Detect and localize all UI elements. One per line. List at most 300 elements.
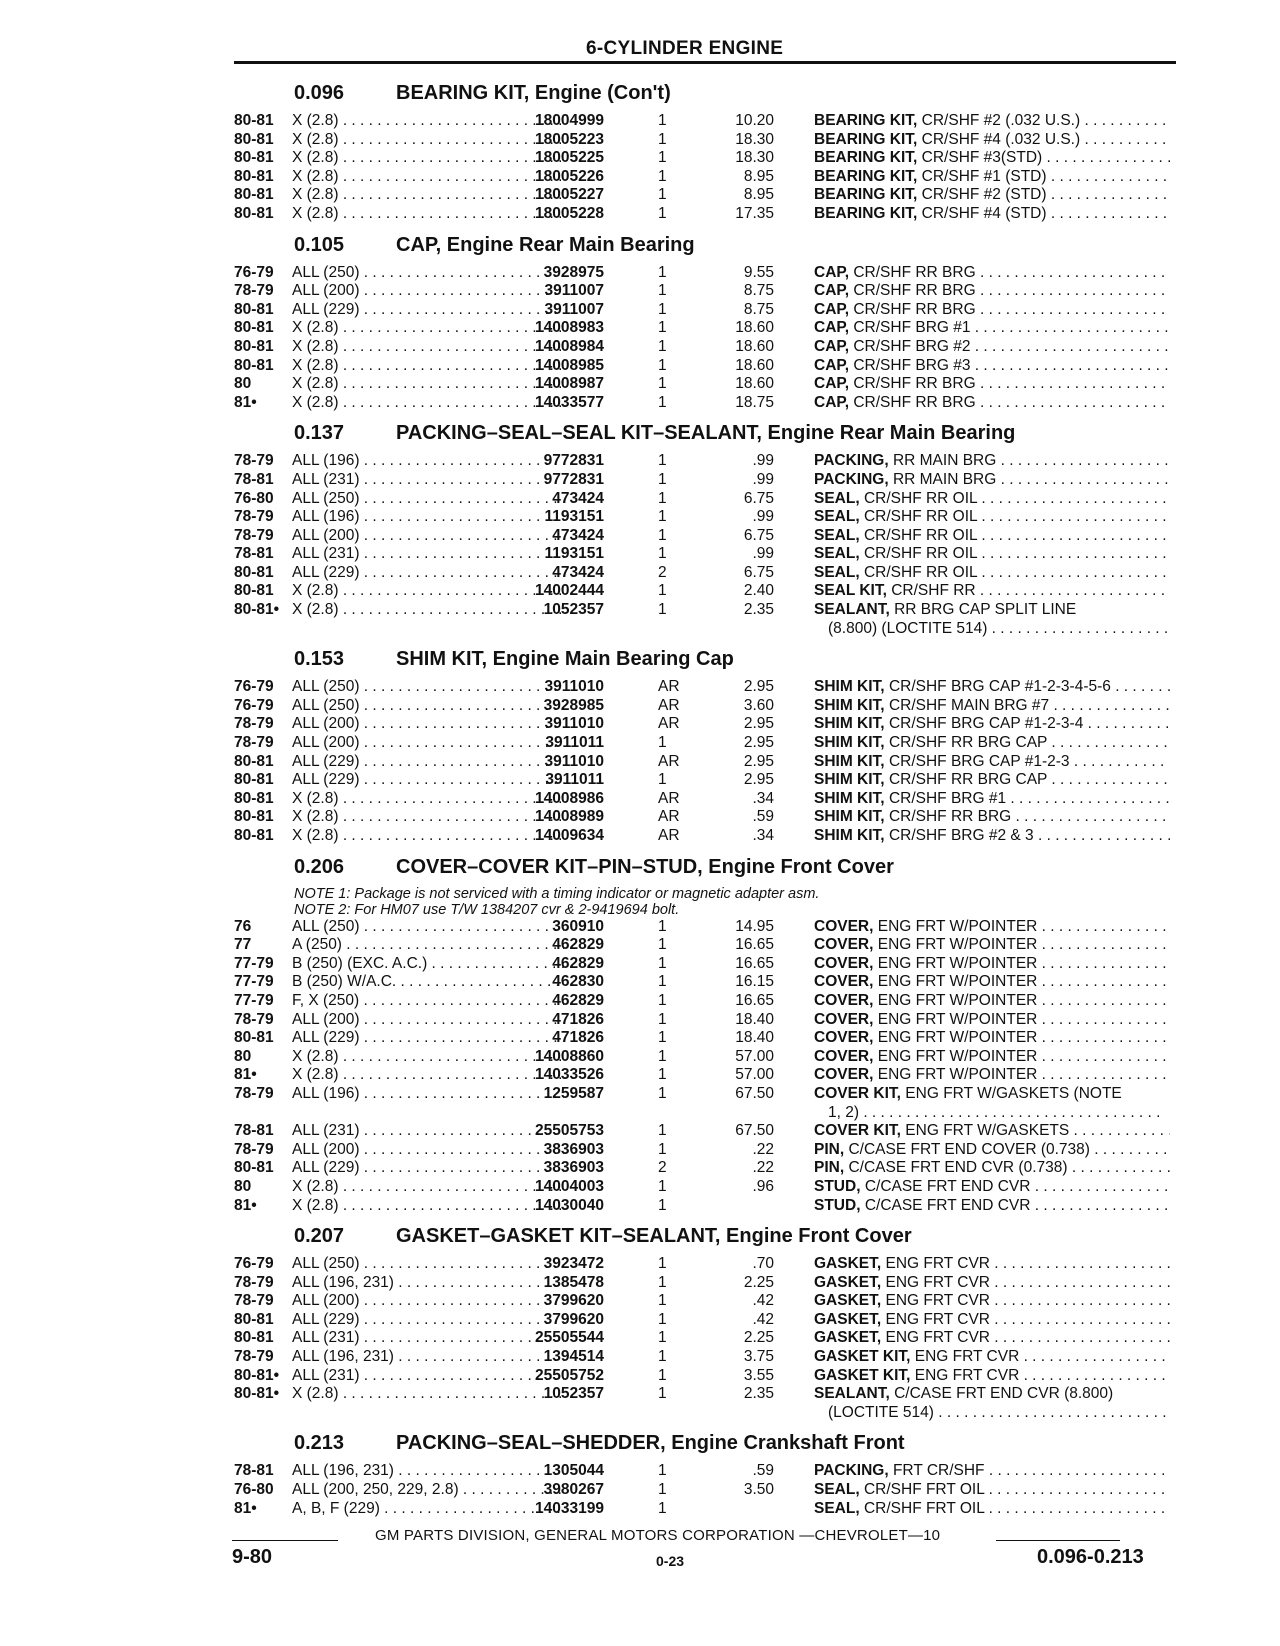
part-row — [234, 753, 1174, 772]
quantity: 1 — [658, 1499, 667, 1517]
quantity: AR — [658, 678, 680, 696]
part-row — [234, 1500, 1174, 1519]
price: 3.60 — [743, 696, 774, 714]
part-detail: ENG FRT W/POINTER — [877, 1010, 1038, 1028]
price: .22 — [752, 1140, 774, 1158]
price: 18.60 — [735, 356, 774, 374]
quantity: AR — [658, 789, 680, 807]
part-description — [814, 168, 1170, 187]
part-description — [814, 992, 1170, 1011]
application: X (2.8) . . . — [292, 790, 564, 809]
price: 67.50 — [735, 1122, 774, 1140]
part-description — [814, 282, 1170, 301]
part-name: BEARING KIT, — [814, 130, 918, 148]
model-years: 76 — [234, 917, 252, 935]
section-header — [234, 82, 1174, 112]
part-number: 14008987 — [535, 375, 604, 393]
application: X (2.8) . . . — [292, 131, 564, 150]
application: A (250) . . . — [292, 936, 564, 955]
price: .70 — [752, 1255, 774, 1273]
part-name: SEAL, — [814, 526, 860, 544]
part-row — [234, 1385, 1174, 1404]
price: 2.95 — [743, 771, 774, 789]
part-detail: CR/SHF RR OIL — [863, 545, 978, 563]
part-row — [234, 112, 1174, 131]
part-row — [234, 715, 1174, 734]
part-detail: CR/SHF RR BRG CAP — [888, 734, 1048, 752]
model-years: 80-81 — [234, 1329, 274, 1347]
price: 18.75 — [735, 393, 774, 411]
part-row — [234, 131, 1174, 150]
part-number: 3836903 — [543, 1140, 604, 1158]
quantity: 1 — [658, 734, 667, 752]
part-number: 3799620 — [543, 1292, 604, 1310]
quantity: 1 — [658, 167, 667, 185]
part-description — [814, 734, 1170, 753]
part-detail: ENG FRT CVR — [885, 1255, 990, 1273]
application: ALL (229) . . . — [292, 301, 564, 320]
part-name: BEARING KIT, — [814, 149, 918, 167]
application: X (2.8) . . . — [292, 394, 564, 413]
part-row — [234, 1178, 1174, 1197]
price: 57.00 — [735, 1047, 774, 1065]
section-code: 0.206 — [294, 855, 345, 878]
description-continuation — [234, 620, 1174, 639]
part-detail: ENG FRT W/POINTER — [877, 954, 1038, 972]
application: X (2.8) . . . — [292, 827, 564, 846]
price: 2.95 — [743, 678, 774, 696]
part-description — [814, 338, 1170, 357]
model-years: 80-81 — [234, 112, 274, 129]
part-number: 3980267 — [543, 1481, 604, 1499]
part-detail: CR/SHF #4 (.032 U.S.) — [921, 130, 1081, 148]
part-description — [814, 394, 1170, 413]
quantity: 1 — [658, 601, 667, 619]
part-detail: CR/SHF MAIN BRG #7 — [888, 696, 1050, 714]
part-name: COVER, — [814, 936, 874, 954]
part-number: 1394514 — [543, 1348, 604, 1366]
section-title: PACKING–SEAL–SHEDDER, Engine Crankshaft Front — [396, 1432, 905, 1455]
price: 6.75 — [743, 489, 774, 507]
footer-date: 9-80 — [232, 1546, 273, 1568]
part-description — [814, 1292, 1170, 1311]
application: ALL (200, 250, 229, 2.8) . . . — [292, 1481, 564, 1500]
section-code: 0.153 — [294, 648, 345, 671]
part-name: GASKET, — [814, 1255, 882, 1273]
part-detail: CR/SHF BRG #3 — [853, 356, 971, 374]
part-row — [234, 205, 1174, 224]
part-name: GASKET, — [814, 1292, 882, 1310]
model-years: 80-81 — [234, 1159, 274, 1177]
part-row — [234, 1085, 1174, 1104]
part-detail: CR/SHF RR — [891, 582, 976, 600]
part-description — [814, 582, 1170, 601]
part-name: SHIM KIT, — [814, 696, 885, 714]
part-row — [234, 527, 1174, 546]
section-header — [234, 422, 1174, 452]
application: ALL (200) . . . — [292, 1292, 564, 1311]
part-detail: CR/SHF FRT OIL — [863, 1499, 985, 1517]
application: ALL (229) . . . — [292, 1311, 564, 1330]
quantity: 1 — [658, 452, 667, 470]
part-row — [234, 790, 1174, 809]
part-name: COVER, — [814, 991, 874, 1009]
part-name: STUD, — [814, 1196, 861, 1214]
model-years: 77-79 — [234, 991, 274, 1009]
part-row — [234, 1462, 1174, 1481]
quantity: 1 — [658, 1462, 667, 1480]
part-name: CAP, — [814, 282, 850, 300]
part-name: PIN, — [814, 1159, 845, 1177]
price: .42 — [752, 1310, 774, 1328]
model-years: 76-79 — [234, 263, 274, 281]
quantity: 1 — [658, 917, 667, 935]
part-number: 462829 — [552, 991, 604, 1009]
model-years: 80-81 — [234, 582, 274, 600]
part-name: SHIM KIT, — [814, 789, 885, 807]
price: 8.75 — [743, 300, 774, 318]
part-name: SHIM KIT, — [814, 734, 885, 752]
section-code: 0.105 — [294, 233, 345, 256]
part-number: 473424 — [552, 526, 604, 544]
part-detail: CR/SHF #2 (STD) — [921, 186, 1047, 204]
application: ALL (250) . . . — [292, 264, 564, 283]
part-number: 471826 — [552, 1029, 604, 1047]
section-code: 0.213 — [294, 1432, 345, 1455]
quantity: 2 — [658, 563, 667, 581]
application: X (2.8) . . . — [292, 338, 564, 357]
part-number: 14033199 — [535, 1499, 604, 1517]
part-detail: ENG FRT CVR — [885, 1292, 990, 1310]
price: .34 — [752, 827, 774, 844]
application: ALL (250) . . . — [292, 1255, 564, 1274]
part-description — [814, 1462, 1170, 1481]
part-description — [814, 1197, 1170, 1216]
part-description — [814, 1159, 1170, 1178]
description-continuation-text: (LOCTITE 514) . . . — [828, 1404, 1170, 1423]
section-code: 0.207 — [294, 1225, 345, 1248]
quantity: AR — [658, 696, 680, 714]
part-name: SHIM KIT, — [814, 715, 885, 733]
part-number: 14008985 — [535, 356, 604, 374]
price: 9.55 — [743, 263, 774, 281]
section-header — [234, 1225, 1174, 1255]
application: X (2.8) . . . — [292, 582, 564, 601]
part-number: 462830 — [552, 973, 604, 991]
price: .96 — [752, 1177, 774, 1195]
quantity: 1 — [658, 508, 667, 526]
part-description — [814, 149, 1170, 168]
model-years: 80-81 — [234, 827, 274, 844]
part-row — [234, 1011, 1174, 1030]
part-description — [814, 1141, 1170, 1160]
part-name: CAP, — [814, 393, 850, 411]
section-code: 0.137 — [294, 422, 345, 445]
model-years: 80-81 — [234, 319, 274, 337]
part-row — [234, 582, 1174, 601]
quantity: 1 — [658, 1122, 667, 1140]
price: 8.95 — [743, 186, 774, 204]
part-description — [814, 753, 1170, 772]
model-years: 80-81 — [234, 789, 274, 807]
part-name: SEAL, — [814, 1499, 860, 1517]
description-continuation-text: 1, 2) . . . — [828, 1104, 1170, 1123]
application: ALL (200) . . . — [292, 527, 564, 546]
model-years: 78-79 — [234, 1010, 274, 1028]
model-years: 76-79 — [234, 696, 274, 714]
page-title: 6-CYLINDER ENGINE — [586, 38, 784, 59]
quantity: 1 — [658, 1066, 667, 1084]
part-name: SHIM KIT, — [814, 827, 885, 844]
part-row — [234, 808, 1174, 827]
application: ALL (231) . . . — [292, 1367, 564, 1386]
price: 2.25 — [743, 1329, 774, 1347]
part-number: 14008986 — [535, 789, 604, 807]
part-number: 1385478 — [543, 1273, 604, 1291]
catalog-section — [234, 422, 1174, 646]
part-detail: ENG FRT CVR — [885, 1329, 990, 1347]
part-description — [814, 1500, 1170, 1519]
application: X (2.8) . . . — [292, 112, 564, 131]
part-number: 360910 — [552, 917, 604, 935]
part-number: 14004003 — [535, 1177, 604, 1195]
part-number: 3911010 — [544, 715, 604, 733]
quantity: 1 — [658, 1140, 667, 1158]
part-number: 3911010 — [544, 678, 604, 696]
part-detail: ENG FRT CVR — [914, 1366, 1020, 1384]
quantity: 1 — [658, 973, 667, 991]
part-name: PACKING, — [814, 470, 889, 488]
price: 67.50 — [735, 1084, 774, 1102]
part-detail: ENG FRT W/POINTER — [877, 936, 1038, 954]
part-name: BEARING KIT, — [814, 204, 918, 222]
section-code: 0.096 — [294, 82, 345, 104]
price: 6.75 — [743, 526, 774, 544]
part-detail: CR/SHF #2 (.032 U.S.) — [921, 112, 1081, 129]
part-name: SHIM KIT, — [814, 808, 885, 826]
part-description — [814, 1385, 1170, 1404]
application: ALL (200) . . . — [292, 734, 564, 753]
part-description — [814, 715, 1170, 734]
price: 18.60 — [735, 319, 774, 337]
quantity: 1 — [658, 130, 667, 148]
model-years: 80-81 — [234, 149, 274, 167]
part-detail: RR MAIN BRG — [892, 470, 997, 488]
model-years: 81• — [234, 393, 257, 411]
part-number: 3799620 — [543, 1310, 604, 1328]
description-continuation — [234, 1104, 1174, 1123]
part-description — [814, 131, 1170, 150]
price: 8.75 — [743, 282, 774, 300]
section-title: BEARING KIT, Engine (Con't) — [396, 82, 671, 104]
quantity: 1 — [658, 1047, 667, 1065]
quantity: 1 — [658, 991, 667, 1009]
catalog-section — [234, 1225, 1174, 1430]
section-gap — [234, 224, 1174, 232]
part-name: SHIM KIT, — [814, 771, 885, 789]
model-years: 77-79 — [234, 954, 274, 972]
part-description — [814, 319, 1170, 338]
part-description — [814, 452, 1170, 471]
part-description — [814, 508, 1170, 527]
model-years: 80-81• — [234, 601, 280, 619]
part-number: 14030040 — [535, 1196, 604, 1214]
section-title: GASKET–GASKET KIT–SEALANT, Engine Front Cover — [396, 1225, 912, 1248]
application: ALL (196) . . . — [292, 1085, 564, 1104]
part-description — [814, 678, 1170, 697]
part-name: GASKET KIT, — [814, 1348, 911, 1366]
part-number: 3923472 — [543, 1255, 604, 1273]
application: ALL (250) . . . — [292, 678, 564, 697]
part-description — [814, 1066, 1170, 1085]
application: X (2.8) . . . — [292, 375, 564, 394]
part-name: GASKET KIT, — [814, 1366, 911, 1384]
part-description — [814, 301, 1170, 320]
model-years: 80-81 — [234, 1310, 274, 1328]
quantity: 1 — [658, 1177, 667, 1195]
part-number: 471826 — [552, 1010, 604, 1028]
quantity: 1 — [658, 186, 667, 204]
model-years: 78-81 — [234, 470, 274, 488]
quantity: 1 — [658, 149, 667, 167]
application: X (2.8) . . . — [292, 319, 564, 338]
model-years: 80-81 — [234, 752, 274, 770]
part-description — [814, 601, 1170, 620]
part-detail: CR/SHF #4 (STD) — [921, 204, 1047, 222]
part-row — [234, 564, 1174, 583]
price: .99 — [752, 470, 774, 488]
model-years: 80 — [234, 1047, 252, 1065]
part-detail: C/CASE FRT END CVR (0.738) — [848, 1159, 1068, 1177]
application: X (2.8) . . . — [292, 168, 564, 187]
part-number: 9772831 — [543, 470, 604, 488]
part-description — [814, 527, 1170, 546]
part-name: COVER KIT, — [814, 1084, 901, 1102]
application: X (2.8) . . . — [292, 205, 564, 224]
part-row — [234, 1481, 1174, 1500]
price: .59 — [752, 808, 774, 826]
part-name: GASKET, — [814, 1273, 882, 1291]
model-years: 76-79 — [234, 678, 274, 696]
part-description — [814, 1011, 1170, 1030]
description-continuation — [234, 1404, 1174, 1423]
part-row — [234, 1311, 1174, 1330]
quantity: AR — [658, 808, 680, 826]
part-detail: CR/SHF BRG #2 — [853, 337, 971, 355]
quantity: 1 — [658, 936, 667, 954]
part-name: COVER, — [814, 1066, 874, 1084]
price: 18.60 — [735, 375, 774, 393]
part-row — [234, 936, 1174, 955]
application: F, X (250) . . . — [292, 992, 564, 1011]
quantity: 1 — [658, 526, 667, 544]
part-number: 1193151 — [544, 545, 604, 563]
application: ALL (200) . . . — [292, 1141, 564, 1160]
part-number: 3911011 — [545, 734, 604, 752]
quantity: 1 — [658, 1196, 667, 1214]
part-number: 25505752 — [535, 1366, 604, 1384]
part-number: 14002444 — [535, 582, 604, 600]
part-name: GASKET, — [814, 1310, 882, 1328]
part-number: 1052357 — [543, 1385, 604, 1403]
part-detail: CR/SHF BRG #2 & 3 — [888, 827, 1034, 844]
price: 2.25 — [743, 1273, 774, 1291]
part-detail: CR/SHF BRG CAP #1-2-3-4 — [888, 715, 1084, 733]
part-name: SEAL, — [814, 545, 860, 563]
part-name: SEAL KIT, — [814, 582, 887, 600]
part-detail: ENG FRT W/POINTER — [877, 917, 1038, 935]
model-years: 80-81 — [234, 771, 274, 789]
application: ALL (250) . . . — [292, 697, 564, 716]
part-name: GASKET, — [814, 1329, 882, 1347]
model-years: 78-79 — [234, 1348, 274, 1366]
part-row — [234, 697, 1174, 716]
application: X (2.8) . . . — [292, 1066, 564, 1085]
part-row — [234, 338, 1174, 357]
quantity: 1 — [658, 1348, 667, 1366]
application: ALL (196, 231) . . . — [292, 1348, 564, 1367]
part-name: SEAL, — [814, 489, 860, 507]
part-detail: CR/SHF RR OIL — [863, 508, 978, 526]
application: ALL (231) . . . — [292, 545, 564, 564]
part-description — [814, 955, 1170, 974]
price: 3.50 — [743, 1481, 774, 1499]
quantity: 1 — [658, 1029, 667, 1047]
part-description — [814, 973, 1170, 992]
quantity: 1 — [658, 337, 667, 355]
price: .99 — [752, 545, 774, 563]
quantity: 1 — [658, 1010, 667, 1028]
model-years: 81• — [234, 1066, 257, 1084]
catalog-section — [234, 82, 1174, 232]
model-years: 81• — [234, 1196, 257, 1214]
part-detail: CR/SHF RR OIL — [863, 563, 978, 581]
part-name: SEALANT, — [814, 601, 890, 619]
section-gap — [234, 638, 1174, 646]
part-detail: CR/SHF BRG CAP #1-2-3-4-5-6 — [888, 678, 1111, 696]
part-row — [234, 1122, 1174, 1141]
part-description — [814, 808, 1170, 827]
price: 2.35 — [743, 601, 774, 619]
part-detail: ENG FRT CVR — [885, 1273, 990, 1291]
part-detail: CR/SHF BRG #1 — [888, 789, 1007, 807]
model-years: 80-81• — [234, 1366, 280, 1384]
quantity: 1 — [658, 489, 667, 507]
model-years: 80-81 — [234, 1029, 274, 1047]
price: 2.40 — [743, 582, 774, 600]
part-number: 473424 — [552, 489, 604, 507]
part-name: CAP, — [814, 356, 850, 374]
model-years: 76-79 — [234, 1255, 274, 1273]
price: 16.65 — [735, 936, 774, 954]
part-number: 25505544 — [535, 1329, 604, 1347]
part-row — [234, 1274, 1174, 1293]
application: X (2.8) . . . — [292, 357, 564, 376]
part-name: SEAL, — [814, 1481, 860, 1499]
part-name: STUD, — [814, 1177, 861, 1195]
part-number: 14008989 — [535, 808, 604, 826]
part-detail: CR/SHF RR BRG — [853, 300, 976, 318]
section-gap — [234, 846, 1174, 854]
part-name: CAP, — [814, 263, 850, 281]
part-description — [814, 1029, 1170, 1048]
application: ALL (229) . . . — [292, 564, 564, 583]
part-name: COVER, — [814, 973, 874, 991]
quantity: 1 — [658, 1366, 667, 1384]
section-header — [234, 1432, 1174, 1462]
footer-publisher: GM PARTS DIVISION, GENERAL MOTORS CORPORATION —CHEVROLET—10 — [375, 1527, 941, 1544]
part-description — [814, 1048, 1170, 1067]
